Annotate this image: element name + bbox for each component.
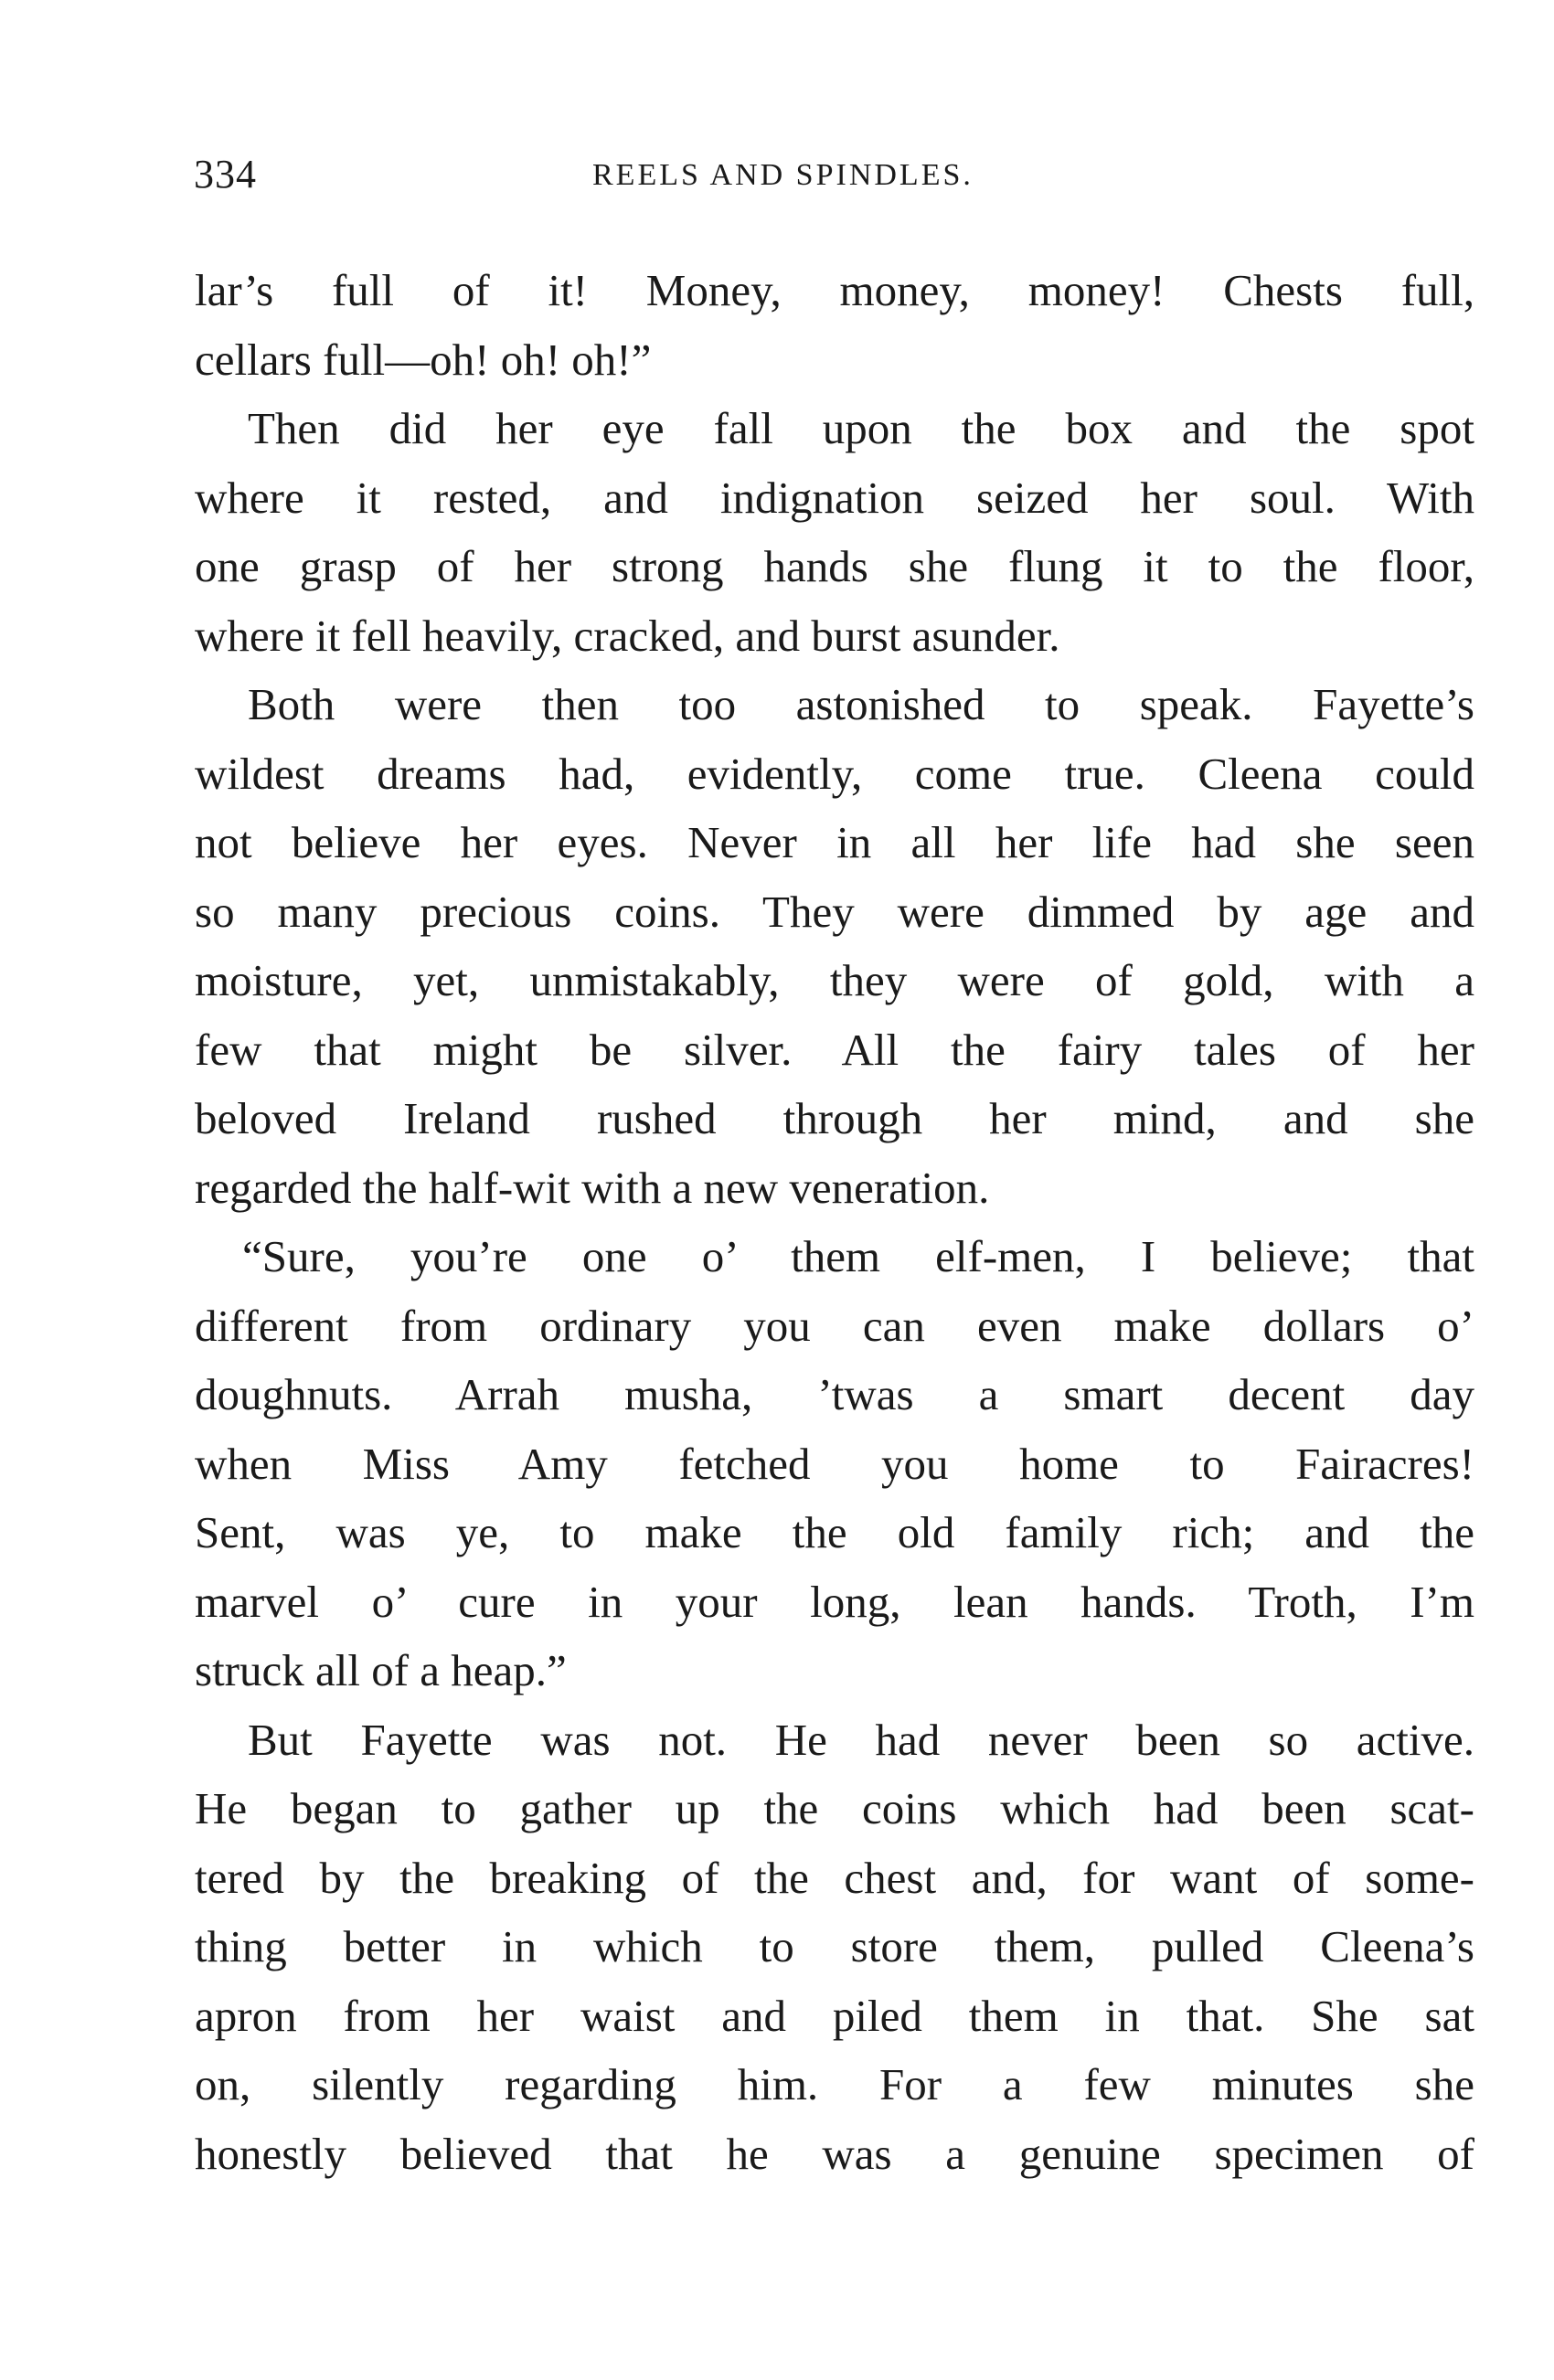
text-line: Sent, was ye, to make the old family rich; and the [195,1507,1474,1557]
text-line: where it rested, and indignation seized her soul. With [195,472,1474,523]
text-line: cellars full—oh! oh! oh!” [195,334,652,385]
text-line: moisture, yet, unmistakably, they were of gold, with a [195,955,1474,1005]
text-line: when Miss Amy fetched you home to Fairacres! [195,1438,1474,1489]
text-line: Then did her eye fall upon the box and the spot [248,403,1474,453]
text-line: He began to gather up the coins which had been scat- [195,1783,1474,1833]
text-line: Both were then too astonished to speak. Fayette’s [248,679,1474,729]
text-line: one grasp of her strong hands she flung it to the floor, [195,541,1474,591]
text-line: few that might be silver. All the fairy tales of her [195,1024,1474,1075]
text-line: honestly believed that he was a genuine specimen of [195,2128,1474,2179]
text-line: struck all of a heap.” [195,1645,567,1695]
text-line: But Fayette was not. He had never been so active. [248,1714,1474,1765]
running-head: REELS AND SPINDLES. [592,158,974,192]
text-line: not believe her eyes. Never in all her life had she seen [195,817,1474,867]
text-line: wildest dreams had, evidently, come true. Cleena could [195,748,1474,799]
text-line: regarded the half-wit with a new veneration. [195,1162,990,1213]
text-line: lar’s full of it! Money, money, money! Chests full, [195,265,1474,315]
text-line: where it fell heavily, cracked, and burst asunder. [195,610,1060,661]
text-line: tered by the breaking of the chest and, for want of some- [195,1852,1474,1903]
page-header [194,151,1474,206]
text-line: doughnuts. Arrah musha, ’twas a smart decent day [195,1369,1474,1419]
text-line: thing better in which to store them, pulled Cleena’s [195,1921,1474,1971]
text-line: beloved Ireland rushed through her mind, and she [195,1093,1474,1143]
text-line: marvel o’ cure in your long, lean hands. Troth, I’m [195,1576,1474,1627]
text-line: different from ordinary you can even make dollars o’ [195,1300,1474,1351]
text-line: on, silently regarding him. For a few minutes she [195,2059,1474,2109]
text-line: so many precious coins. They were dimmed by age and [195,886,1474,937]
body-text [195,256,1474,2188]
text-line: apron from her waist and piled them in that. She sat [195,1990,1474,2041]
page-number: 334 [194,152,257,197]
text-line: “Sure, you’re one o’ them elf-men, I believe; that [242,1231,1474,1281]
